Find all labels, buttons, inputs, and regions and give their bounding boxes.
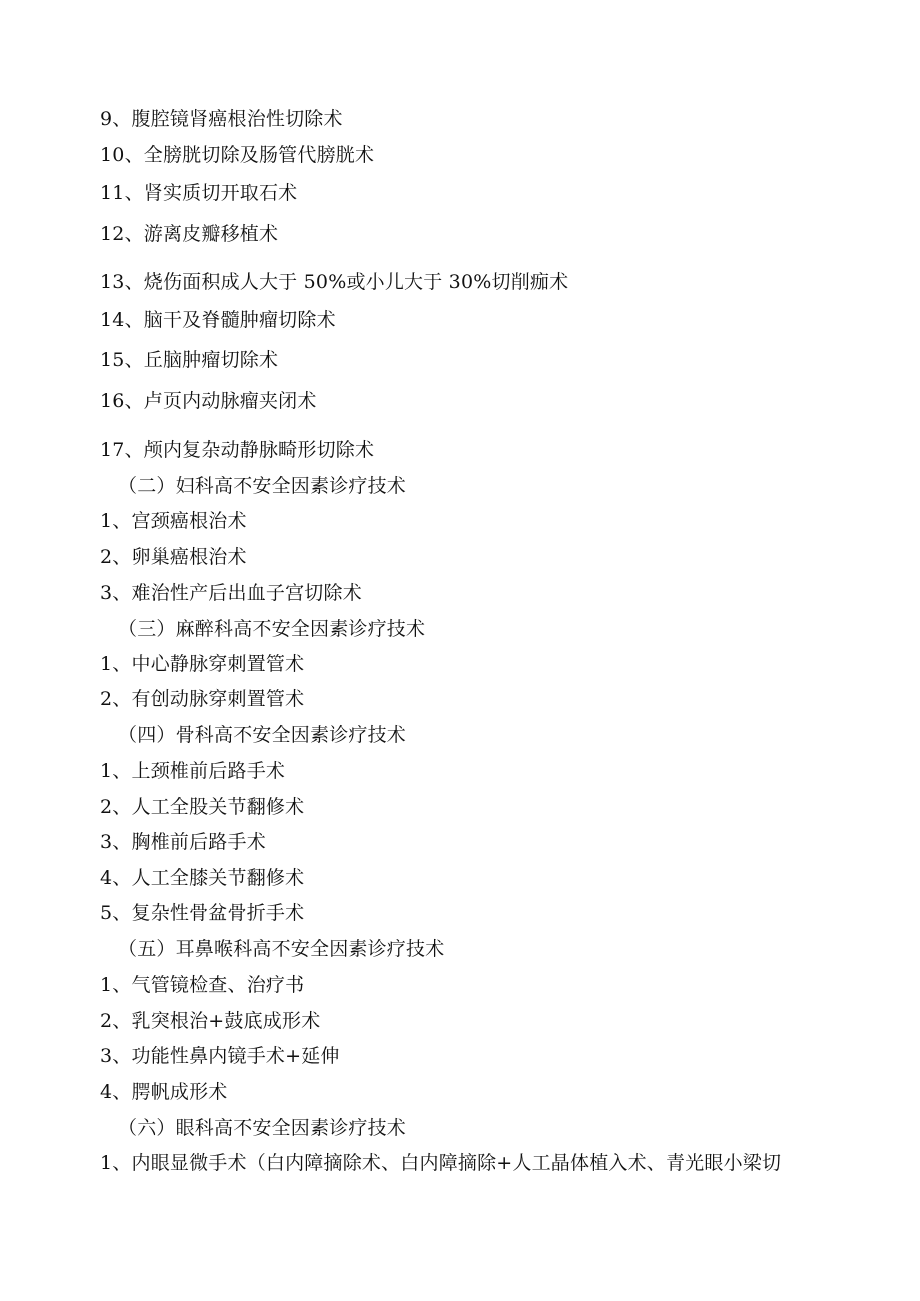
section-heading: （三）麻醉科高不安全因素诊疗技术 <box>118 618 426 640</box>
list-item: 2、有创动脉穿刺置管术 <box>100 688 305 710</box>
list-item: 14、脑干及脊髓肿瘤切除术 <box>100 309 336 331</box>
list-item: 15、丘脑肿瘤切除术 <box>100 349 279 371</box>
list-item: 13、烧伤面积成人大于 50%或小儿大于 30%切削痂术 <box>100 271 569 293</box>
list-item: 3、难治性产后出血子宫切除术 <box>100 582 362 604</box>
list-item: 1、中心静脉穿刺置管术 <box>100 653 305 675</box>
section-heading: （五）耳鼻喉科高不安全因素诊疗技术 <box>118 938 445 960</box>
list-item: 4、腭帆成形术 <box>100 1081 228 1103</box>
list-item: 12、游离皮瓣移植术 <box>100 223 279 245</box>
list-item: 2、乳突根治+鼓底成形术 <box>100 1010 321 1032</box>
list-item: 16、卢页内动脉瘤夹闭术 <box>100 390 317 412</box>
list-item: 9、腹腔镜肾癌根治性切除术 <box>100 108 343 130</box>
section-heading: （六）眼科高不安全因素诊疗技术 <box>118 1117 407 1139</box>
list-item: 17、颅内复杂动静脉畸形切除术 <box>100 439 375 461</box>
list-item: 1、内眼显微手术（白内障摘除术、白内障摘除+人工晶体植入术、青光眼小梁切 <box>100 1152 782 1174</box>
list-item: 1、上颈椎前后路手术 <box>100 760 286 782</box>
list-item: 10、全膀胱切除及肠管代膀胱术 <box>100 144 375 166</box>
list-item: 2、人工全股关节翻修术 <box>100 796 305 818</box>
list-item: 1、宫颈癌根治术 <box>100 510 247 532</box>
list-item: 11、肾实质切开取石术 <box>100 182 298 204</box>
list-item: 4、人工全膝关节翻修术 <box>100 867 305 889</box>
section-heading: （四）骨科高不安全因素诊疗技术 <box>118 724 407 746</box>
list-item: 1、气管镜检查、治疗书 <box>100 974 305 996</box>
list-item: 5、复杂性骨盆骨折手术 <box>100 902 305 924</box>
section-heading: （二）妇科高不安全因素诊疗技术 <box>118 475 407 497</box>
list-item: 3、功能性鼻内镜手术+延伸 <box>100 1045 340 1067</box>
list-item: 3、胸椎前后路手术 <box>100 831 266 853</box>
list-item: 2、卵巢癌根治术 <box>100 546 247 568</box>
